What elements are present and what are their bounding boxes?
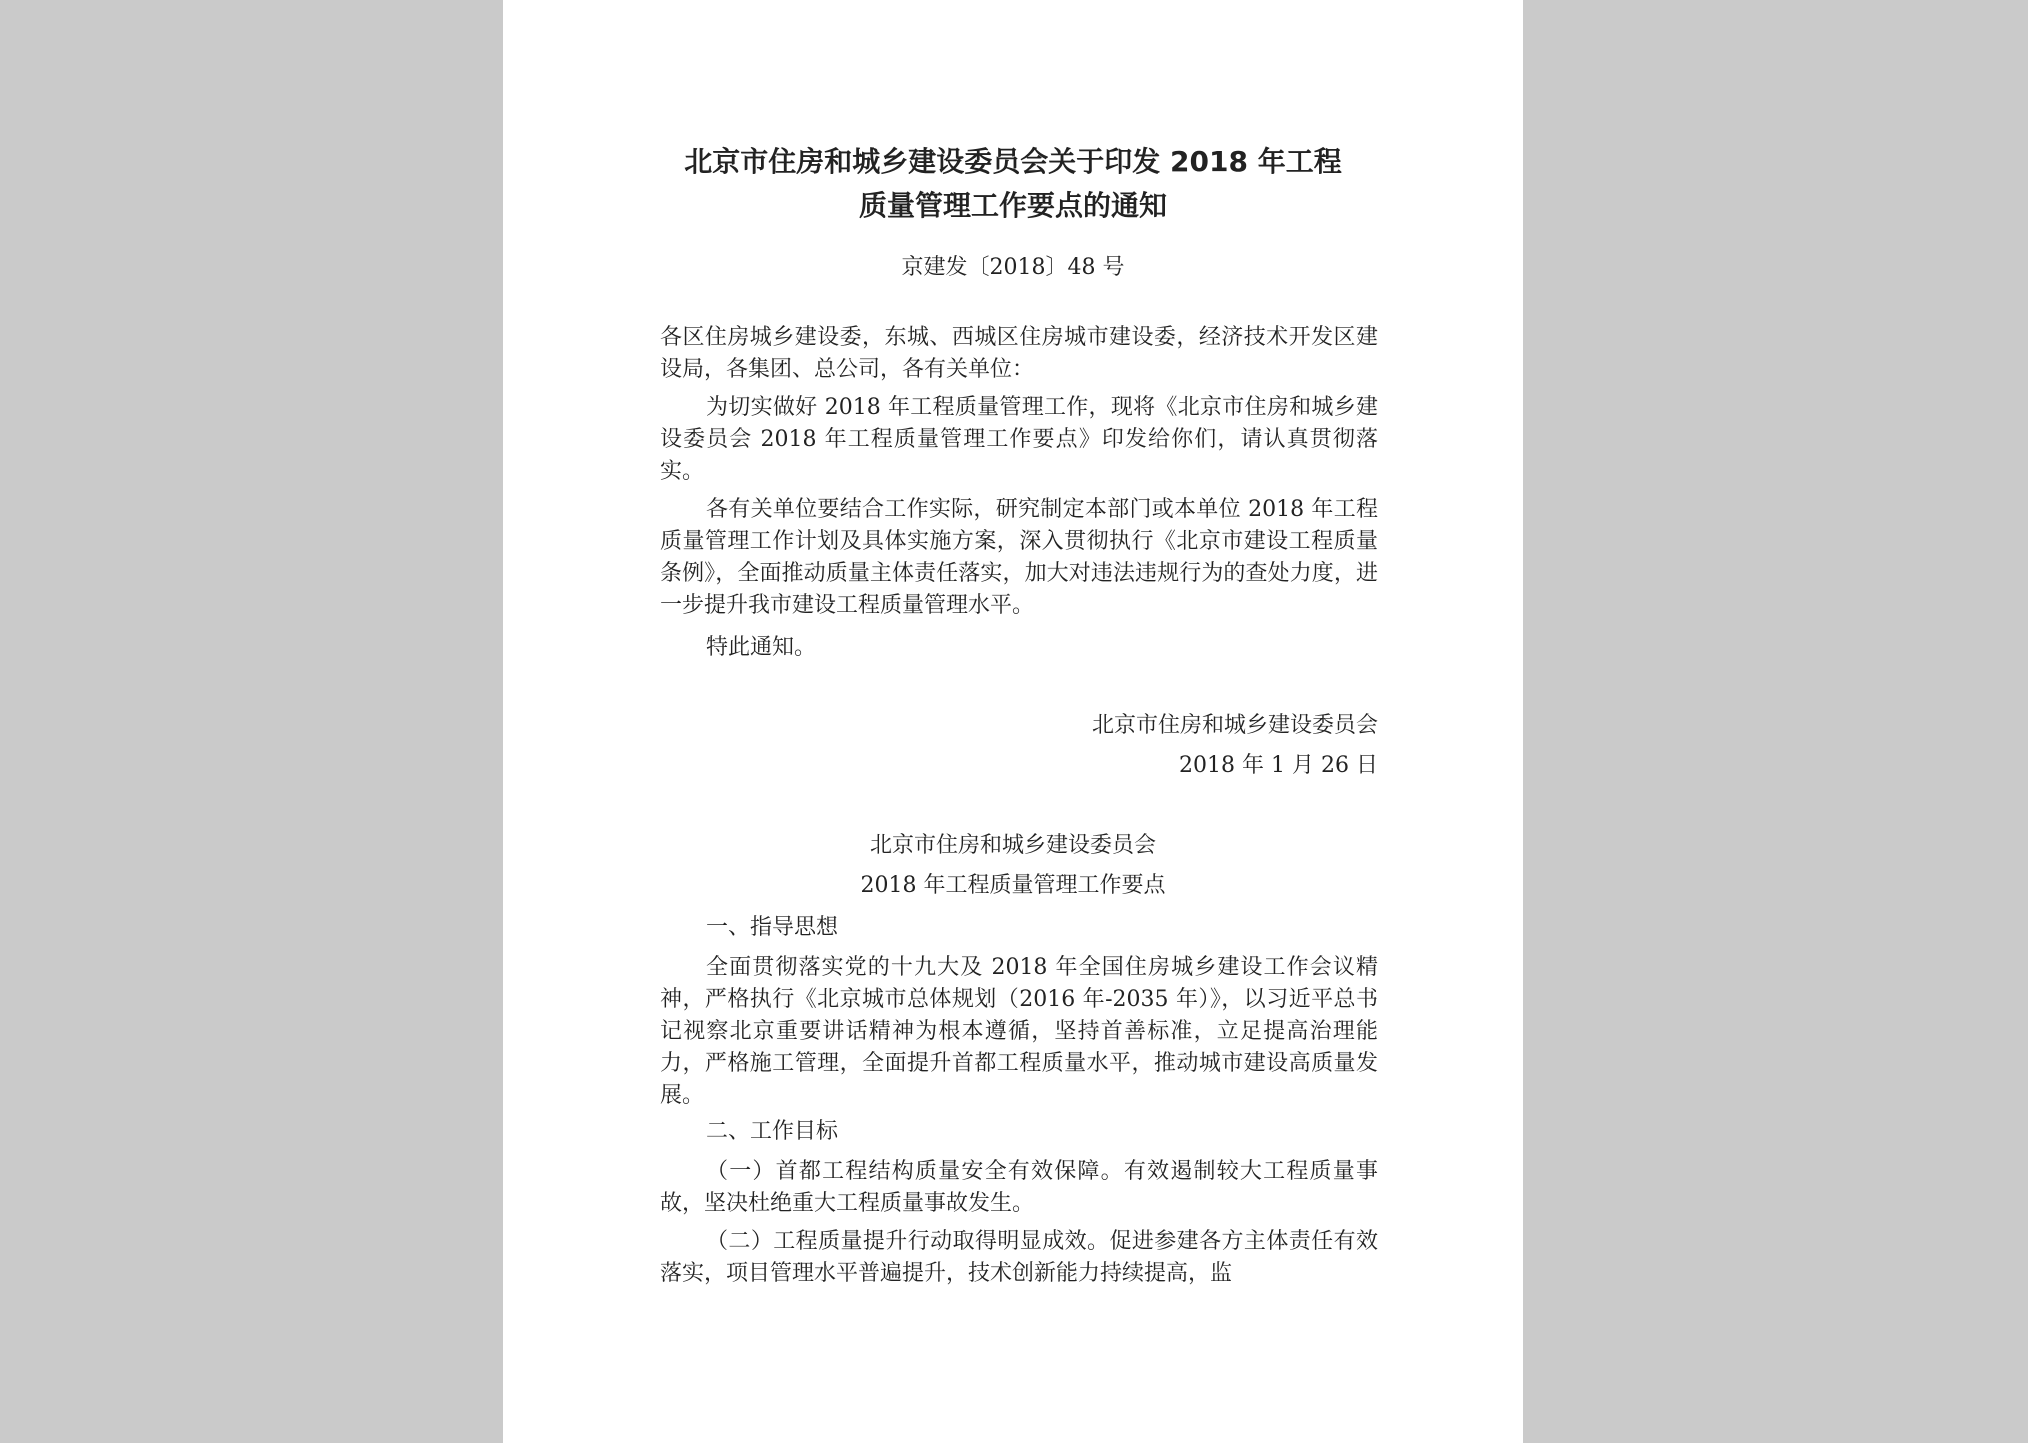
document-page — [503, 0, 1523, 1443]
goal-2-text: （二）工程质量提升行动取得明显成效。促进参建各方主体责任有效落实，项目管理水平普遍提升，技术创新能力持续提高，监 — [660, 1229, 1378, 1286]
document-number: 京建发〔2018〕48 号 — [901, 255, 1125, 280]
section-1-heading: 一、指导思想 — [706, 915, 839, 940]
closing-text: 特此通知。 — [706, 635, 817, 660]
section-1-text: 全面贯彻落实党的十九大及 2018 年全国住房城乡建设工作会议精神，严格执行《北京城市总体规划（2016 年-2035 年）》，以习近平总书记视察北京重要讲话精神为根本遵循，坚持首善标准，立足提高治理能力，严格施工管理，全面提升首都工程质量水平，推动城市建设高质量发展。 — [660, 955, 1378, 1108]
goal-1-text: （一）首都工程结构质量安全有效保障。有效遏制较大工程质量事故，坚决杜绝重大工程质量事故发生。 — [660, 1159, 1378, 1216]
attachment-title-line-1: 北京市住房和城乡建设委员会 — [869, 833, 1156, 858]
body-paragraph-2: 各有关单位要结合工作实际，研究制定本部门或本单位 2018 年工程质量管理工作计划及具体实施方案，深入贯彻执行《北京市建设工程质量条例》，全面推动质量主体责任落实，加大对违法违规行为的查处力度，进一步提升我市建设工程质量管理水平。 — [660, 497, 1378, 618]
signature-date: 2018 年 1 月 26 日 — [1179, 753, 1378, 778]
section-2-heading: 二、工作目标 — [706, 1119, 839, 1144]
signature-organization: 北京市住房和城乡建设委员会 — [1091, 713, 1378, 738]
attachment-title-line-2: 2018 年工程质量管理工作要点 — [860, 873, 1166, 898]
document-title-line-2: 质量管理工作要点的通知 — [858, 189, 1167, 222]
body-paragraph-1: 为切实做好 2018 年工程质量管理工作，现将《北京市住房和城乡建设委员会 2018 年工程质量管理工作要点》印发给你们，请认真贯彻落实。 — [660, 395, 1378, 484]
document-title-line-1: 北京市住房和城乡建设委员会关于印发 2018 年工程 — [684, 145, 1342, 178]
recipients-paragraph: 各区住房城乡建设委，东城、西城区住房城市建设委，经济技术开发区建设局，各集团、总公司，各有关单位： — [660, 325, 1378, 382]
